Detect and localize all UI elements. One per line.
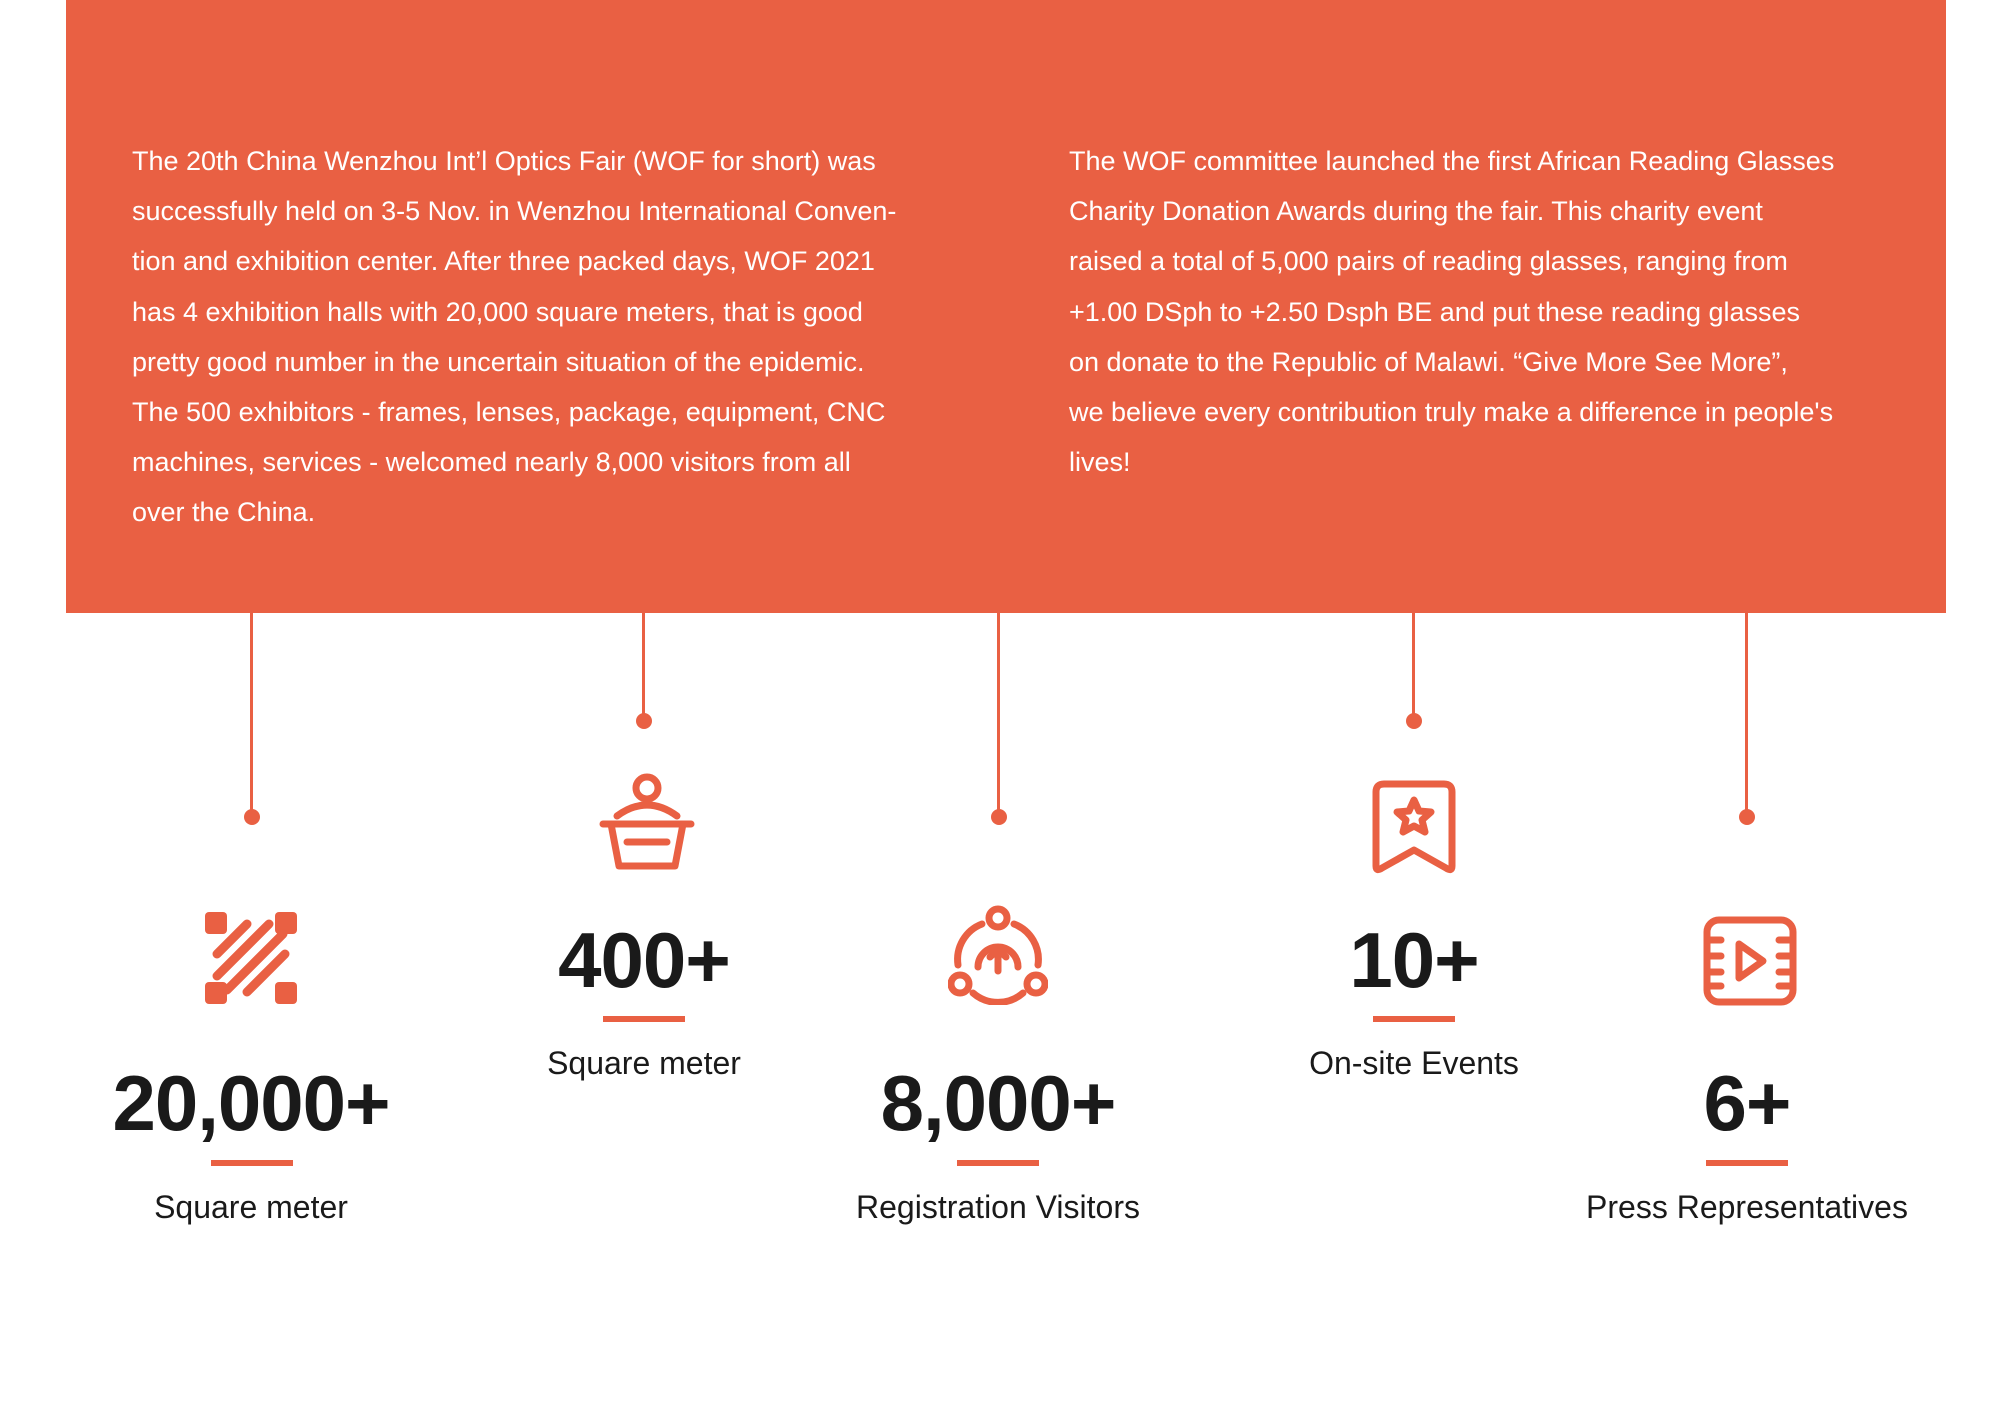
area-icon: [203, 910, 299, 1006]
connector-line: [250, 613, 253, 816]
stat-number: 6+: [1703, 1059, 1791, 1147]
stat-underline: [1706, 1160, 1788, 1166]
connector-dot: [636, 713, 652, 729]
connector-dot: [244, 809, 260, 825]
stat-underline: [957, 1160, 1039, 1166]
stat-number: 400+: [558, 916, 730, 1004]
connector-dot: [1406, 713, 1422, 729]
stat-number: 10+: [1349, 916, 1479, 1004]
connector-line: [1412, 613, 1415, 719]
visitors-icon: [948, 905, 1048, 1005]
stat-label: Square meter: [547, 1045, 741, 1081]
intro-paragraph-right: The WOF committee launched the first African Reading Glasses Charity Donation Awards during the fair. This charity event raised a total of 5,000 pairs of reading glasses, ranging from +1.00 DSph to +2.50 Dsph BE and put these reading glasses on donate to the Republic of Malawi. “Give More See More”, we believe every contribution truly make a difference in people's lives!: [1069, 146, 1835, 478]
stat-label: Registration Visitors: [856, 1189, 1140, 1225]
connector-line: [997, 613, 1000, 816]
stat-underline: [1373, 1016, 1455, 1022]
connector-line: [642, 613, 645, 719]
connector-dot: [1739, 809, 1755, 825]
basket-icon: [597, 772, 697, 872]
connector-dot: [991, 809, 1007, 825]
star-bookmark-icon: [1372, 780, 1456, 874]
stat-underline: [211, 1160, 293, 1166]
connector-line: [1745, 613, 1748, 816]
stat-underline: [603, 1016, 685, 1022]
stat-label: Press Representatives: [1586, 1189, 1908, 1225]
stat-number: 20,000+: [112, 1059, 390, 1147]
stat-label: On-site Events: [1309, 1045, 1519, 1081]
video-play-icon: [1703, 916, 1797, 1006]
stat-label: Square meter: [154, 1189, 348, 1225]
stat-number: 8,000+: [880, 1059, 1116, 1147]
intro-paragraph-left: The 20th China Wenzhou Int’l Optics Fair (WOF for short) was successfully held on 3-5 Nov. in Wenzhou International Conven- tion and exhibition center. After three packed days, WOF 2021 has 4 exhibition halls with 20,000 square meters, that is good pretty good number in the uncertain situation of the epidemic. The 500 exhibitors - frames, lenses, package, equipment, CNC machines, services - welcomed nearly 8,000 visitors from all over the China.: [132, 146, 897, 528]
